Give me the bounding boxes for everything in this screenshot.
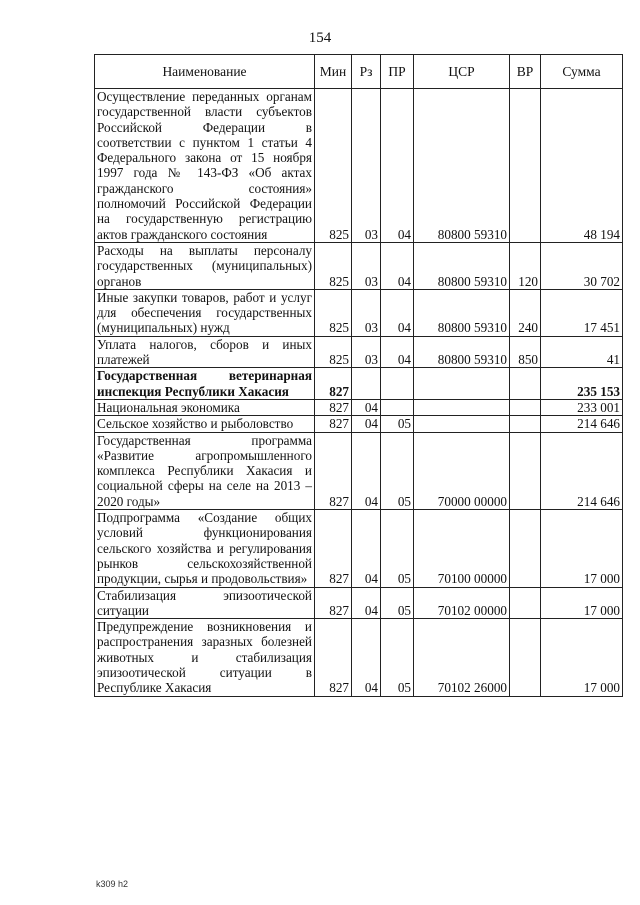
cell-pr: 05 (381, 587, 414, 619)
cell-vr (510, 432, 541, 509)
table-body (95, 89, 623, 697)
cell-vr: 850 (510, 336, 541, 368)
table-row (95, 368, 623, 400)
cell-min: 825 (315, 336, 352, 368)
cell-name: Предупреждение возникновения и распространения заразных болезней животных и стабилизация эпизоотической ситуации в Республике Хакасия (95, 619, 315, 696)
cell-name: Сельское хозяйство и рыболовство (95, 416, 315, 432)
header-pr: ПР (381, 55, 414, 89)
budget-table (94, 54, 623, 697)
cell-name: Уплата налогов, сборов и иных платежей (95, 336, 315, 368)
footer-code: k309 h2 (96, 879, 129, 889)
cell-sum: 17 000 (541, 510, 623, 587)
cell-sum: 17 451 (541, 289, 623, 336)
cell-pr: 05 (381, 432, 414, 509)
cell-rz: 03 (352, 242, 381, 289)
cell-pr (381, 399, 414, 415)
cell-csr: 70000 00000 (414, 432, 510, 509)
cell-min: 827 (315, 510, 352, 587)
cell-name: Национальная экономика (95, 399, 315, 415)
header-row (95, 55, 623, 89)
cell-vr (510, 619, 541, 696)
cell-min: 827 (315, 399, 352, 415)
cell-name: Расходы на выплаты персоналу государственных (муниципальных) органов (95, 242, 315, 289)
cell-pr: 04 (381, 289, 414, 336)
cell-min: 827 (315, 619, 352, 696)
cell-name: Иные закупки товаров, работ и услуг для обеспечения государственных (муниципальных) нужд (95, 289, 315, 336)
cell-vr (510, 587, 541, 619)
table-row (95, 432, 623, 509)
cell-rz: 04 (352, 619, 381, 696)
cell-sum: 214 646 (541, 416, 623, 432)
cell-min: 827 (315, 416, 352, 432)
table-row (95, 289, 623, 336)
cell-pr: 05 (381, 510, 414, 587)
cell-csr (414, 368, 510, 400)
cell-rz (352, 368, 381, 400)
cell-rz: 03 (352, 289, 381, 336)
cell-csr: 70102 26000 (414, 619, 510, 696)
cell-pr: 04 (381, 89, 414, 243)
cell-vr (510, 510, 541, 587)
cell-name: Стабилизация эпизоотической ситуации (95, 587, 315, 619)
cell-name: Осуществление переданных органам государственной власти субъектов Российской Федерации в соответствии с пунктом 1 статьи 4 Федерального закона от 15 ноября 1997 года № 143-ФЗ «Об актах гражданского состояния» полномочий Российской Федерации на государственную регистрацию актов гражданского состояния (95, 89, 315, 243)
cell-sum: 214 646 (541, 432, 623, 509)
table-row (95, 399, 623, 415)
cell-rz: 04 (352, 587, 381, 619)
cell-csr: 80800 59310 (414, 289, 510, 336)
table-row (95, 510, 623, 587)
cell-pr (381, 368, 414, 400)
cell-name: Подпрограмма «Создание общих условий функционирования сельского хозяйства и регулирования рынков сельскохозяйственной продукции, сырья и продовольствия» (95, 510, 315, 587)
cell-min: 827 (315, 368, 352, 400)
page-number: 154 (308, 30, 332, 46)
cell-min: 825 (315, 242, 352, 289)
cell-rz: 04 (352, 510, 381, 587)
header-csr: ЦСР (414, 55, 510, 89)
table-row (95, 242, 623, 289)
cell-rz: 03 (352, 336, 381, 368)
header-vr: ВР (510, 55, 541, 89)
cell-name: Государственная программа «Развитие агропромышленного комплекса Республики Хакасия и социальной сферы на селе на 2013 – 2020 годы» (95, 432, 315, 509)
header-name: Наименование (95, 55, 315, 89)
cell-csr: 80800 59310 (414, 336, 510, 368)
cell-sum: 17 000 (541, 587, 623, 619)
cell-pr: 05 (381, 416, 414, 432)
table-row (95, 416, 623, 432)
cell-sum: 233 001 (541, 399, 623, 415)
table-row (95, 89, 623, 243)
cell-rz: 03 (352, 89, 381, 243)
cell-pr: 04 (381, 336, 414, 368)
cell-vr (510, 368, 541, 400)
table-row (95, 587, 623, 619)
header-sum: Сумма (541, 55, 623, 89)
cell-csr: 80800 59310 (414, 89, 510, 243)
header-min: Мин (315, 55, 352, 89)
cell-min: 827 (315, 587, 352, 619)
cell-pr: 04 (381, 242, 414, 289)
cell-csr (414, 416, 510, 432)
cell-sum: 30 702 (541, 242, 623, 289)
cell-vr (510, 416, 541, 432)
header-rz: Рз (352, 55, 381, 89)
cell-vr: 120 (510, 242, 541, 289)
cell-sum: 235 153 (541, 368, 623, 400)
cell-sum: 48 194 (541, 89, 623, 243)
cell-pr: 05 (381, 619, 414, 696)
cell-sum: 41 (541, 336, 623, 368)
cell-min: 825 (315, 289, 352, 336)
cell-min: 827 (315, 432, 352, 509)
cell-vr (510, 399, 541, 415)
cell-rz: 04 (352, 399, 381, 415)
cell-csr: 70102 00000 (414, 587, 510, 619)
cell-vr: 240 (510, 289, 541, 336)
cell-sum: 17 000 (541, 619, 623, 696)
cell-csr: 70100 00000 (414, 510, 510, 587)
cell-name: Государственная ветеринарная инспекция Республики Хакасия (95, 368, 315, 400)
cell-rz: 04 (352, 432, 381, 509)
cell-csr: 80800 59310 (414, 242, 510, 289)
cell-rz: 04 (352, 416, 381, 432)
cell-min: 825 (315, 89, 352, 243)
cell-csr (414, 399, 510, 415)
table-row (95, 619, 623, 696)
cell-vr (510, 89, 541, 243)
table-row (95, 336, 623, 368)
